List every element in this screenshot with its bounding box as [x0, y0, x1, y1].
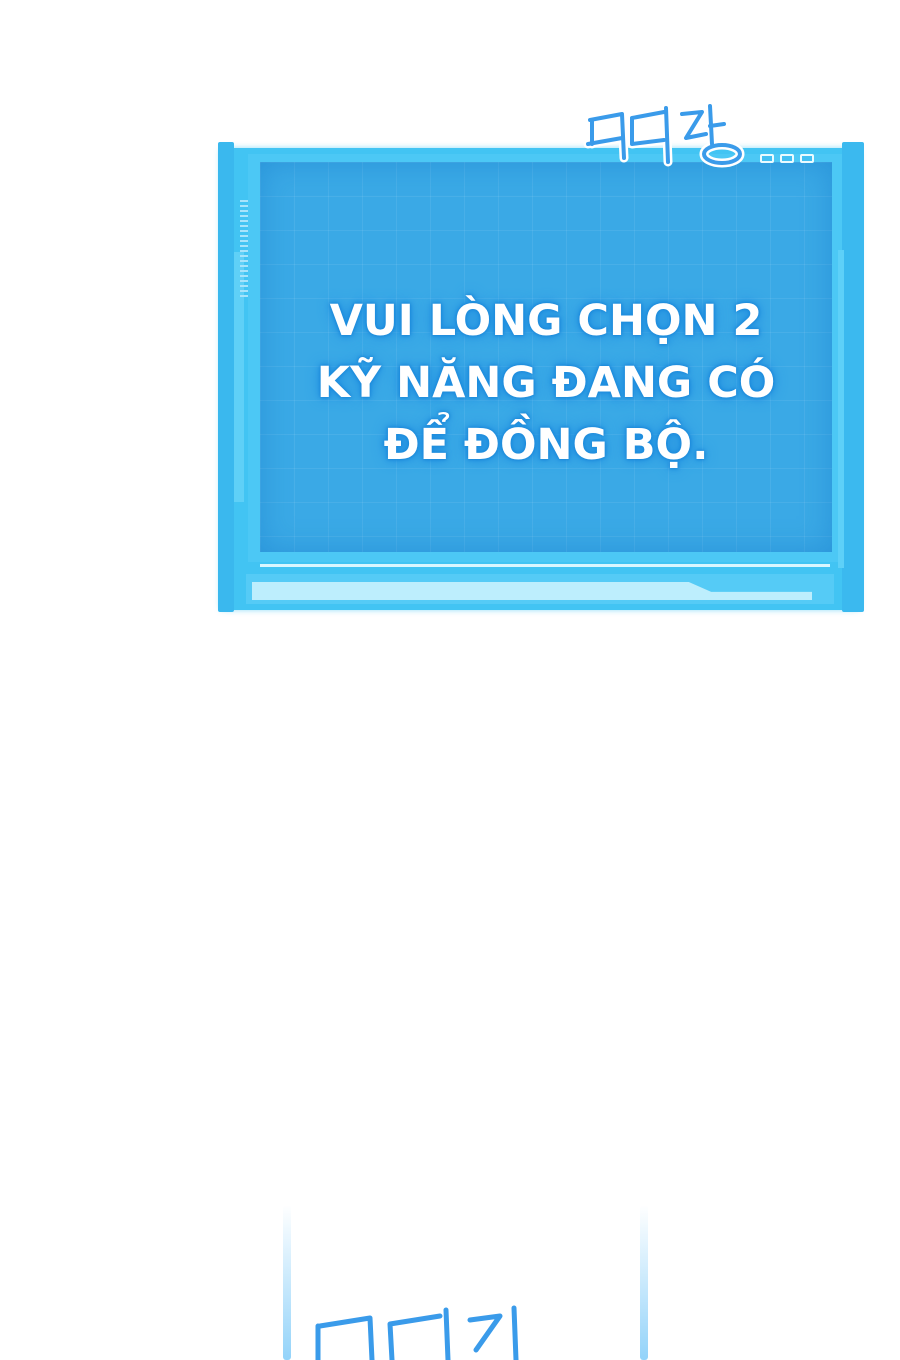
ghost-line-left: [283, 1205, 291, 1360]
frame-tick-marks: [240, 200, 248, 300]
ghost-line-right: [640, 1205, 648, 1360]
message-line-3: ĐỂ ĐỒNG BỘ.: [383, 420, 709, 470]
message-line-1: VUI LÒNG CHỌN 2: [329, 296, 763, 346]
message-line-2: KỸ NĂNG ĐANG CÓ: [316, 358, 776, 408]
window-bottom-bar: [246, 574, 834, 604]
indicator-dot: [800, 154, 814, 163]
sfx-ding-bottom: [300, 1290, 560, 1360]
frame-right-accent: [838, 250, 844, 568]
system-message: [260, 290, 832, 476]
screen-bottom-line: [260, 564, 830, 567]
system-window-screen: [260, 162, 832, 552]
sfx-ding-top: [582, 92, 752, 172]
bottom-bar-highlight: [252, 582, 812, 600]
indicator-dot: [760, 154, 774, 163]
window-indicator-dots: [760, 154, 814, 163]
system-window: [220, 142, 862, 612]
indicator-dot: [780, 154, 794, 163]
